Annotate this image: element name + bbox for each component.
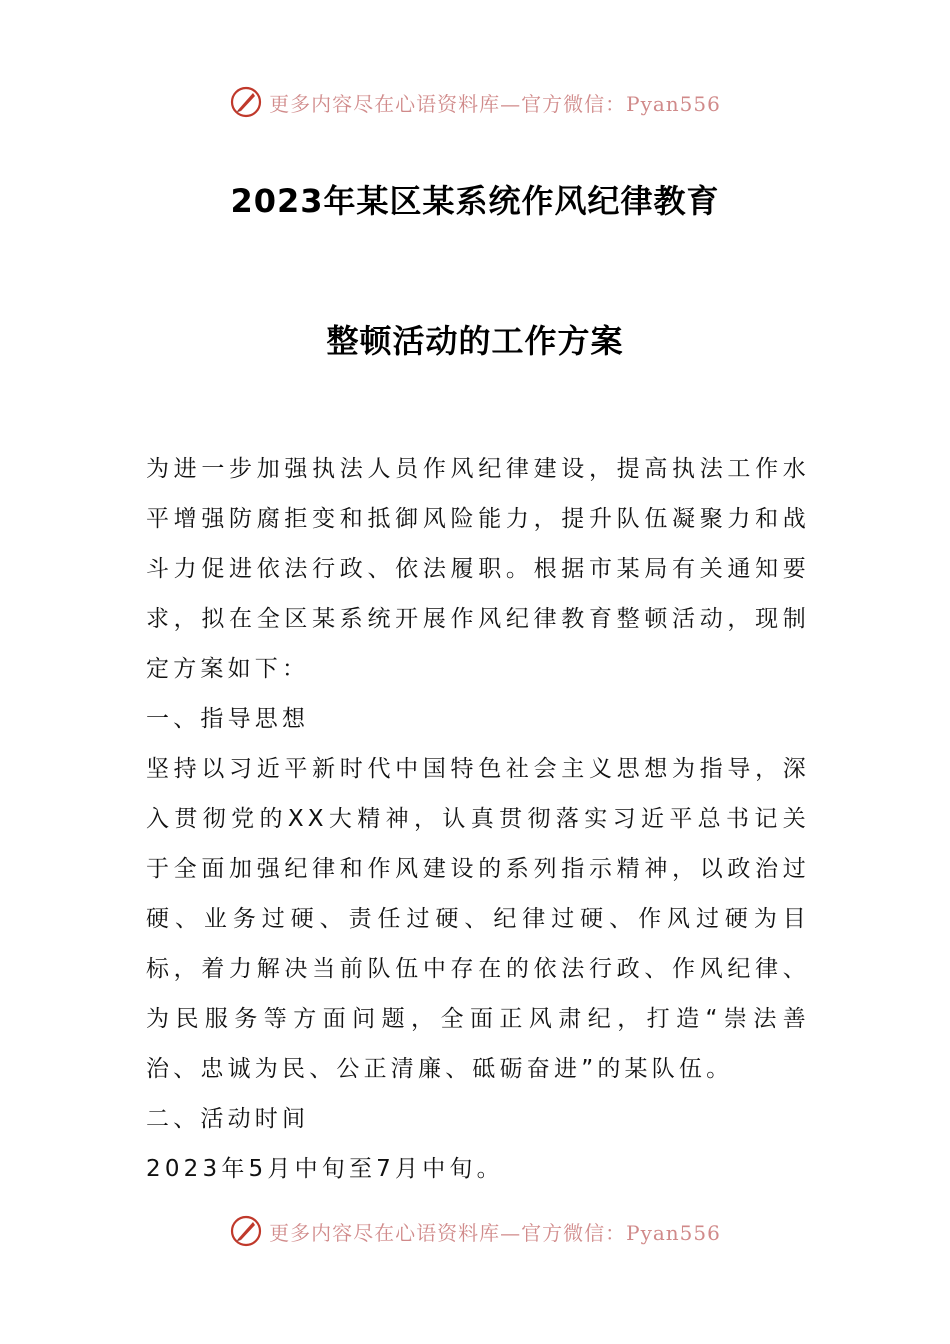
watermark-text: 更多内容尽在心语资料库—官方微信：Pyan556	[269, 1220, 721, 1245]
quill-pen-logo-icon	[229, 1214, 263, 1248]
section-2-paragraph: 2023年5月中旬至7月中旬。	[146, 1156, 504, 1182]
section-1-paragraph: 坚持以习近平新时代中国特色社会主义思想为指导，深入贯彻党的XX大精神，认真贯彻落实习近平总书记关于全面加强纪律和作风建设的系列指示精神，以政治过硬、业务过硬、责任过硬、纪律过硬、作风过硬为目标，着力解决当前队伍中存在的依法行政、作风纪律、为民服务等方面问题，全面正风肃纪，打造“崇法善治、忠诚为民、公正清廉、砥砺奋进”的某队伍。	[146, 756, 810, 1082]
watermark-text: 更多内容尽在心语资料库—官方微信：Pyan556	[269, 91, 721, 116]
intro-paragraph: 为进一步加强执法人员作风纪律建设，提高执法工作水平增强防腐拒变和抵御风险能力，提升队伍凝聚力和战斗力促进依法行政、依法履职。根据市某局有关通知要求，拟在全区某系统开展作风纪律教育整顿活动，现制定方案如下：	[146, 456, 810, 682]
footer-watermark	[0, 1211, 950, 1251]
section-2-heading: 二、活动时间	[146, 1106, 310, 1132]
document-body	[146, 444, 810, 1194]
document-title-line-2: 整顿活动的工作方案	[326, 322, 624, 360]
document-title-line-1: 2023年某区某系统作风纪律教育	[230, 182, 720, 220]
quill-pen-logo-icon	[229, 85, 263, 119]
header-watermark	[0, 82, 950, 122]
section-1-heading: 一、指导思想	[146, 706, 310, 732]
